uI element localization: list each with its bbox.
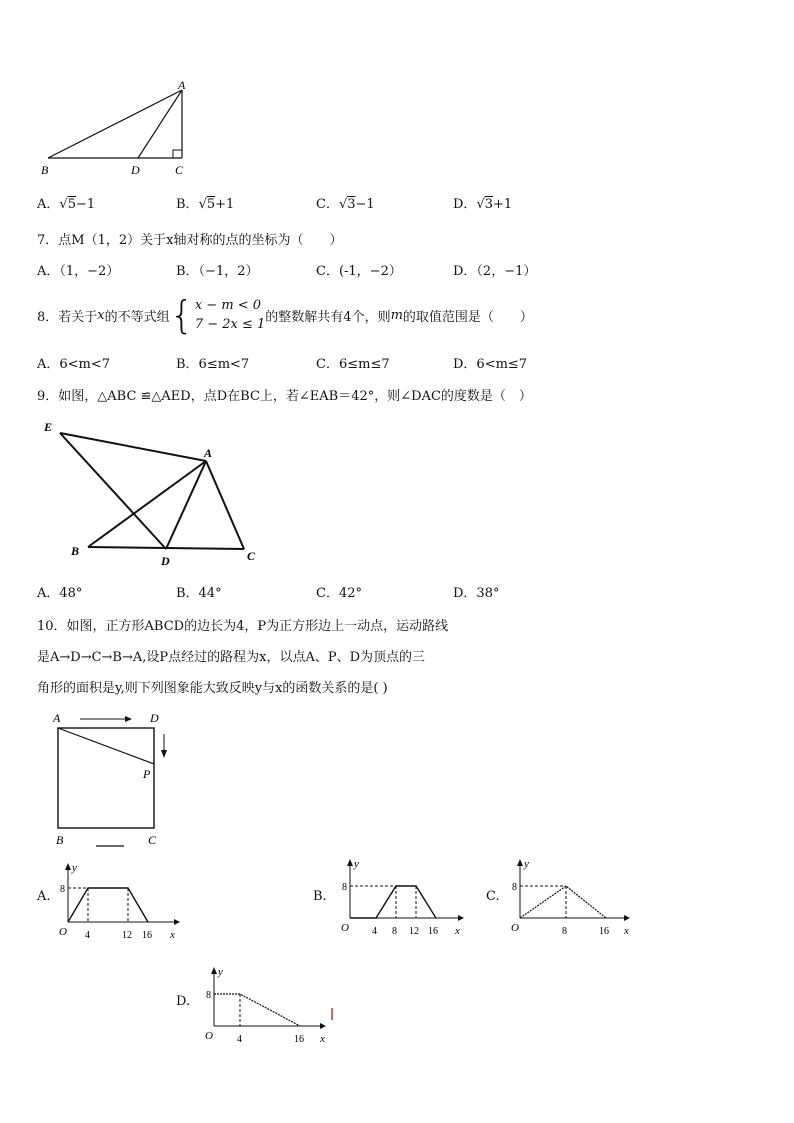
q8-option-b[interactable]: B．6≤m<7: [176, 357, 250, 372]
q6-label-b: B: [41, 163, 49, 177]
q9-label-e: E: [44, 420, 53, 434]
graph-b-ytick: 8: [342, 882, 347, 893]
graph-a-x-arrow: [174, 919, 180, 925]
q9-line-bc: [88, 547, 244, 549]
graph-b-xtick-8: 8: [392, 926, 397, 937]
graph-d-x-label: x: [320, 1033, 325, 1045]
q10-segment-ap: [58, 728, 154, 764]
q8-option-a[interactable]: A．6<m<7: [37, 357, 111, 372]
q10-graph-a-letter[interactable]: A.: [37, 889, 51, 904]
graph-c-origin: O: [511, 922, 519, 934]
graph-c-x-label: x: [624, 925, 629, 937]
q9-option-d[interactable]: D．38°: [453, 586, 500, 601]
q6-label-c: C: [175, 163, 184, 177]
q10-graph-b[interactable]: [336, 856, 471, 942]
graph-d-origin: O: [205, 1030, 213, 1042]
graph-c-y-label: y: [524, 858, 529, 870]
q9-line-ab: [88, 461, 206, 547]
q10-label-c: C: [148, 833, 157, 847]
q6-option-c[interactable]: C．√3−1: [316, 197, 375, 212]
graph-a-x-label: x: [170, 929, 175, 941]
q8-option-d[interactable]: D．6<m≤7: [453, 357, 528, 372]
graph-a-origin: O: [59, 926, 67, 938]
graph-d-xtick-4: 4: [237, 1034, 242, 1045]
q8-system-brace: {: [169, 293, 194, 337]
q10-graph-d[interactable]: [200, 964, 350, 1050]
graph-b-x-label: x: [455, 925, 460, 937]
graph-a-xtick-12: 12: [122, 930, 132, 941]
q10-question-line1: 10．如图，正方形ABCD的边长为4，P为正方形边上一动点，运动路线: [37, 619, 449, 634]
q8-option-c[interactable]: C．6≤m≤7: [316, 357, 390, 372]
q6-option-d[interactable]: D．√3+1: [453, 197, 513, 212]
q10-label-d: D: [150, 711, 159, 725]
q7-option-a[interactable]: A．（1，−2）: [37, 264, 120, 279]
q10-arrowhead-right: [125, 716, 132, 722]
graph-d-xtick-16: 16: [294, 1034, 304, 1045]
q10-graph-b-letter[interactable]: B.: [313, 889, 327, 904]
graph-c-ytick: 8: [512, 882, 517, 893]
q9-label-a: A: [204, 446, 213, 460]
graph-a-curve: [68, 888, 148, 922]
q9-line-ad: [166, 461, 206, 549]
graph-c-xtick-8: 8: [562, 926, 567, 937]
graph-b-curve: [350, 886, 436, 918]
q9-label-d: D: [161, 554, 170, 568]
q10-question-line3: 角形的面积是y,则下列图象能大致反映y与x的函数关系的是( ): [37, 681, 388, 696]
q8-inequality-system: x − m < 0 7 − 2x ≤ 1: [194, 298, 266, 332]
q6-line-ad: [138, 90, 182, 158]
q9-label-b: B: [71, 544, 80, 558]
q7-option-c[interactable]: C．(-1，−2）: [316, 264, 402, 279]
graph-d-y-label: y: [218, 966, 223, 978]
graph-a-xtick-4: 4: [85, 930, 90, 941]
graph-b-y-label: y: [354, 858, 359, 870]
q7-question: 7．点M（1，2）关于x轴对称的点的坐标为（ ）: [37, 233, 343, 248]
q10-square-figure: [48, 708, 188, 852]
q10-graph-a[interactable]: [54, 860, 184, 946]
graph-a-ytick: 8: [60, 884, 65, 895]
q7-option-d[interactable]: D．（2，−1）: [453, 264, 537, 279]
q10-label-b: B: [56, 833, 64, 847]
q9-label-c: C: [247, 549, 256, 563]
graph-a-y-arrow: [65, 863, 71, 870]
q6-option-b[interactable]: B．√5+1: [176, 197, 235, 212]
graph-d-y-arrow: [211, 967, 217, 974]
graph-d-curve: [214, 994, 300, 1026]
q9-line-ac: [206, 461, 244, 549]
q9-triangles-figure: [38, 415, 268, 575]
graph-b-xtick-4: 4: [372, 926, 377, 937]
q10-graph-c-letter[interactable]: C.: [486, 889, 500, 904]
graph-b-origin: O: [341, 922, 349, 934]
q6-label-d: D: [131, 163, 140, 177]
graph-c-curve: [520, 886, 606, 918]
q10-graph-d-letter[interactable]: D.: [176, 994, 191, 1009]
graph-a-y-label: y: [72, 862, 77, 874]
q10-graph-c[interactable]: [506, 856, 646, 942]
q6-right-angle-mark: [173, 150, 182, 158]
q6-option-a[interactable]: A．√5−1: [37, 197, 96, 212]
graph-b-x-arrow: [458, 915, 464, 921]
graph-b-xtick-16: 16: [428, 926, 438, 937]
q10-label-a: A: [53, 711, 61, 725]
graph-b-xtick-12: 12: [409, 926, 419, 937]
q6-label-a: A: [178, 78, 186, 92]
q10-arrowhead-down: [161, 750, 167, 758]
graph-c-y-arrow: [517, 859, 523, 866]
q10-question-line2: 是A→D→C→B→A,设P点经过的路程为x，以点A、P、D为顶点的三: [37, 650, 426, 665]
q7-option-b[interactable]: B．（−1，2）: [176, 264, 259, 279]
graph-d-x-arrow: [320, 1023, 326, 1029]
graph-a-xtick-16: 16: [142, 930, 152, 941]
graph-d-ytick: 8: [206, 990, 211, 1001]
q9-option-c[interactable]: C．42°: [316, 586, 362, 601]
q10-label-p: P: [143, 767, 151, 781]
q9-option-b[interactable]: B．44°: [176, 586, 222, 601]
q9-option-a[interactable]: A．48°: [37, 586, 83, 601]
q8-question: 8．若关于 x 的不等式组 { x − m < 0 7 − 2x ≤ 1 的整数解共有4个，则 m 的取值范围是（ ）: [37, 293, 533, 337]
q9-question: 9．如图，△ABC ≌△AED，点D在BC上，若∠EAB＝42°，则∠DAC的度数是（ ）: [37, 389, 532, 404]
q10-square-abcd: [58, 728, 154, 828]
q6-triangle-figure: [38, 78, 198, 180]
graph-c-xtick-16: 16: [599, 926, 609, 937]
graph-c-x-arrow: [624, 915, 630, 921]
graph-b-y-arrow: [347, 859, 353, 866]
q6-line-ba: [48, 90, 182, 158]
